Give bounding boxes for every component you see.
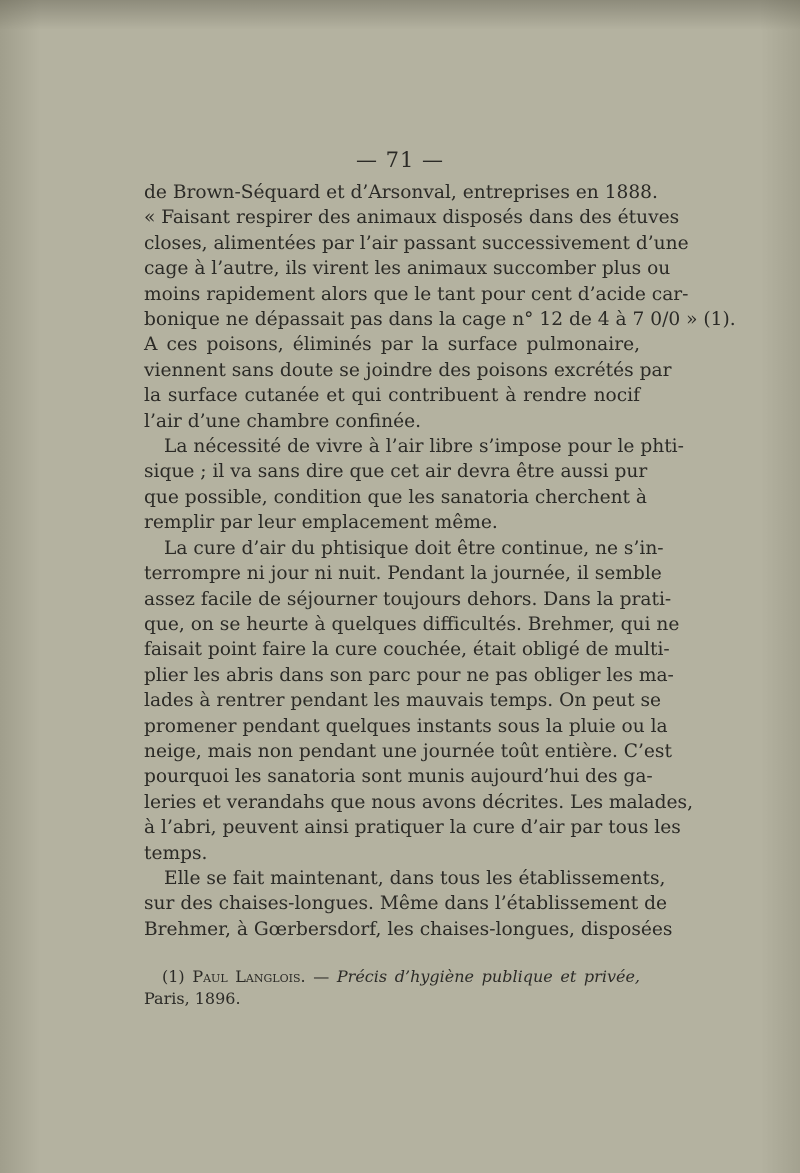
text-line: La nécessité de vivre à l’air libre s’impose pour le phti-: [164, 436, 684, 458]
text-line: A ces poisons, éliminés par la surface pulmonaire,: [144, 334, 640, 356]
text-line: faisait point faire la cure couchée, était obligé de multi-: [144, 639, 670, 661]
text-line: à l’abri, peuvent ainsi pratiquer la cure d’air par tous les: [144, 817, 681, 839]
text-line: terrompre ni jour ni nuit. Pendant la journée, il semble: [144, 563, 662, 585]
text-line: de Brown-Séquard et d’Arsonval, entreprises en 1888.: [144, 182, 658, 203]
text-line: leries et verandahs que nous avons décrites. Les malades,: [144, 791, 694, 813]
text-line: que possible, condition que les sanatoria cherchent à: [144, 486, 648, 508]
text-line: pourquoi les sanatoria sont munis aujourd’hui des ga-: [144, 766, 653, 788]
text-line: que, on se heurte à quelques difficultés. Brehmer, qui ne: [144, 613, 680, 635]
text-line: « Faisant respirer des animaux disposés dans des étuves: [144, 207, 680, 229]
text-line: assez facile de séjourner toujours dehors. Dans la prati-: [144, 588, 672, 610]
text-line: neige, mais non pendant une journée toût entière. C’est: [144, 740, 672, 762]
text-line: promener pendant quelques instants sous la pluie ou la: [144, 715, 668, 737]
text-line: cage à l’autre, ils virent les animaux succomber plus ou: [144, 258, 671, 280]
footnote-dash: —: [313, 967, 330, 986]
text-line: la surface cutanée et qui contribuent à rendre nocif: [144, 385, 640, 407]
footnote-marker: (1): [162, 967, 185, 986]
text-line: bonique ne dépassait pas dans la cage n° 12 de 4 à 7 0/0 » (1).: [144, 309, 736, 331]
text-line: sique ; il va sans dire que cet air devra être aussi pur: [144, 461, 648, 483]
text-line: viennent sans doute se joindre des poisons excrétés par: [144, 359, 672, 381]
footnote-line: [144, 966, 640, 988]
text-line: remplir par leur emplacement même.: [144, 512, 498, 534]
text-line: Elle se fait maintenant, dans tous les établissements,: [164, 867, 666, 889]
text-line: plier les abris dans son parc pour ne pas obliger les ma-: [144, 664, 674, 686]
text-line: sur des chaises-longues. Même dans l’établissement de: [144, 893, 668, 915]
text-line: La cure d’air du phtisique doit être continue, ne s’in-: [164, 537, 664, 559]
text-line: closes, alimentées par l’air passant successivement d’une: [144, 232, 689, 254]
text-line: lades à rentrer pendant les mauvais temps. On peut se: [144, 690, 662, 712]
body-text: [144, 180, 736, 942]
page-number: — 71 —: [355, 148, 445, 172]
footnote: [144, 966, 640, 1010]
text-line: l’air d’une chambre confinée.: [144, 410, 422, 432]
footnote-place-year: Paris, 1896.: [144, 989, 241, 1008]
text-line: moins rapidement alors que le tant pour cent d’acide car-: [144, 283, 689, 305]
footnote-title: Précis d’hygiène publique et privée,: [336, 967, 640, 986]
text-line: temps.: [144, 842, 208, 864]
text-line: Brehmer, à Gœrbersdorf, les chaises-longues, disposées: [144, 918, 673, 940]
footnote-author: Paul Langlois.: [192, 967, 306, 986]
